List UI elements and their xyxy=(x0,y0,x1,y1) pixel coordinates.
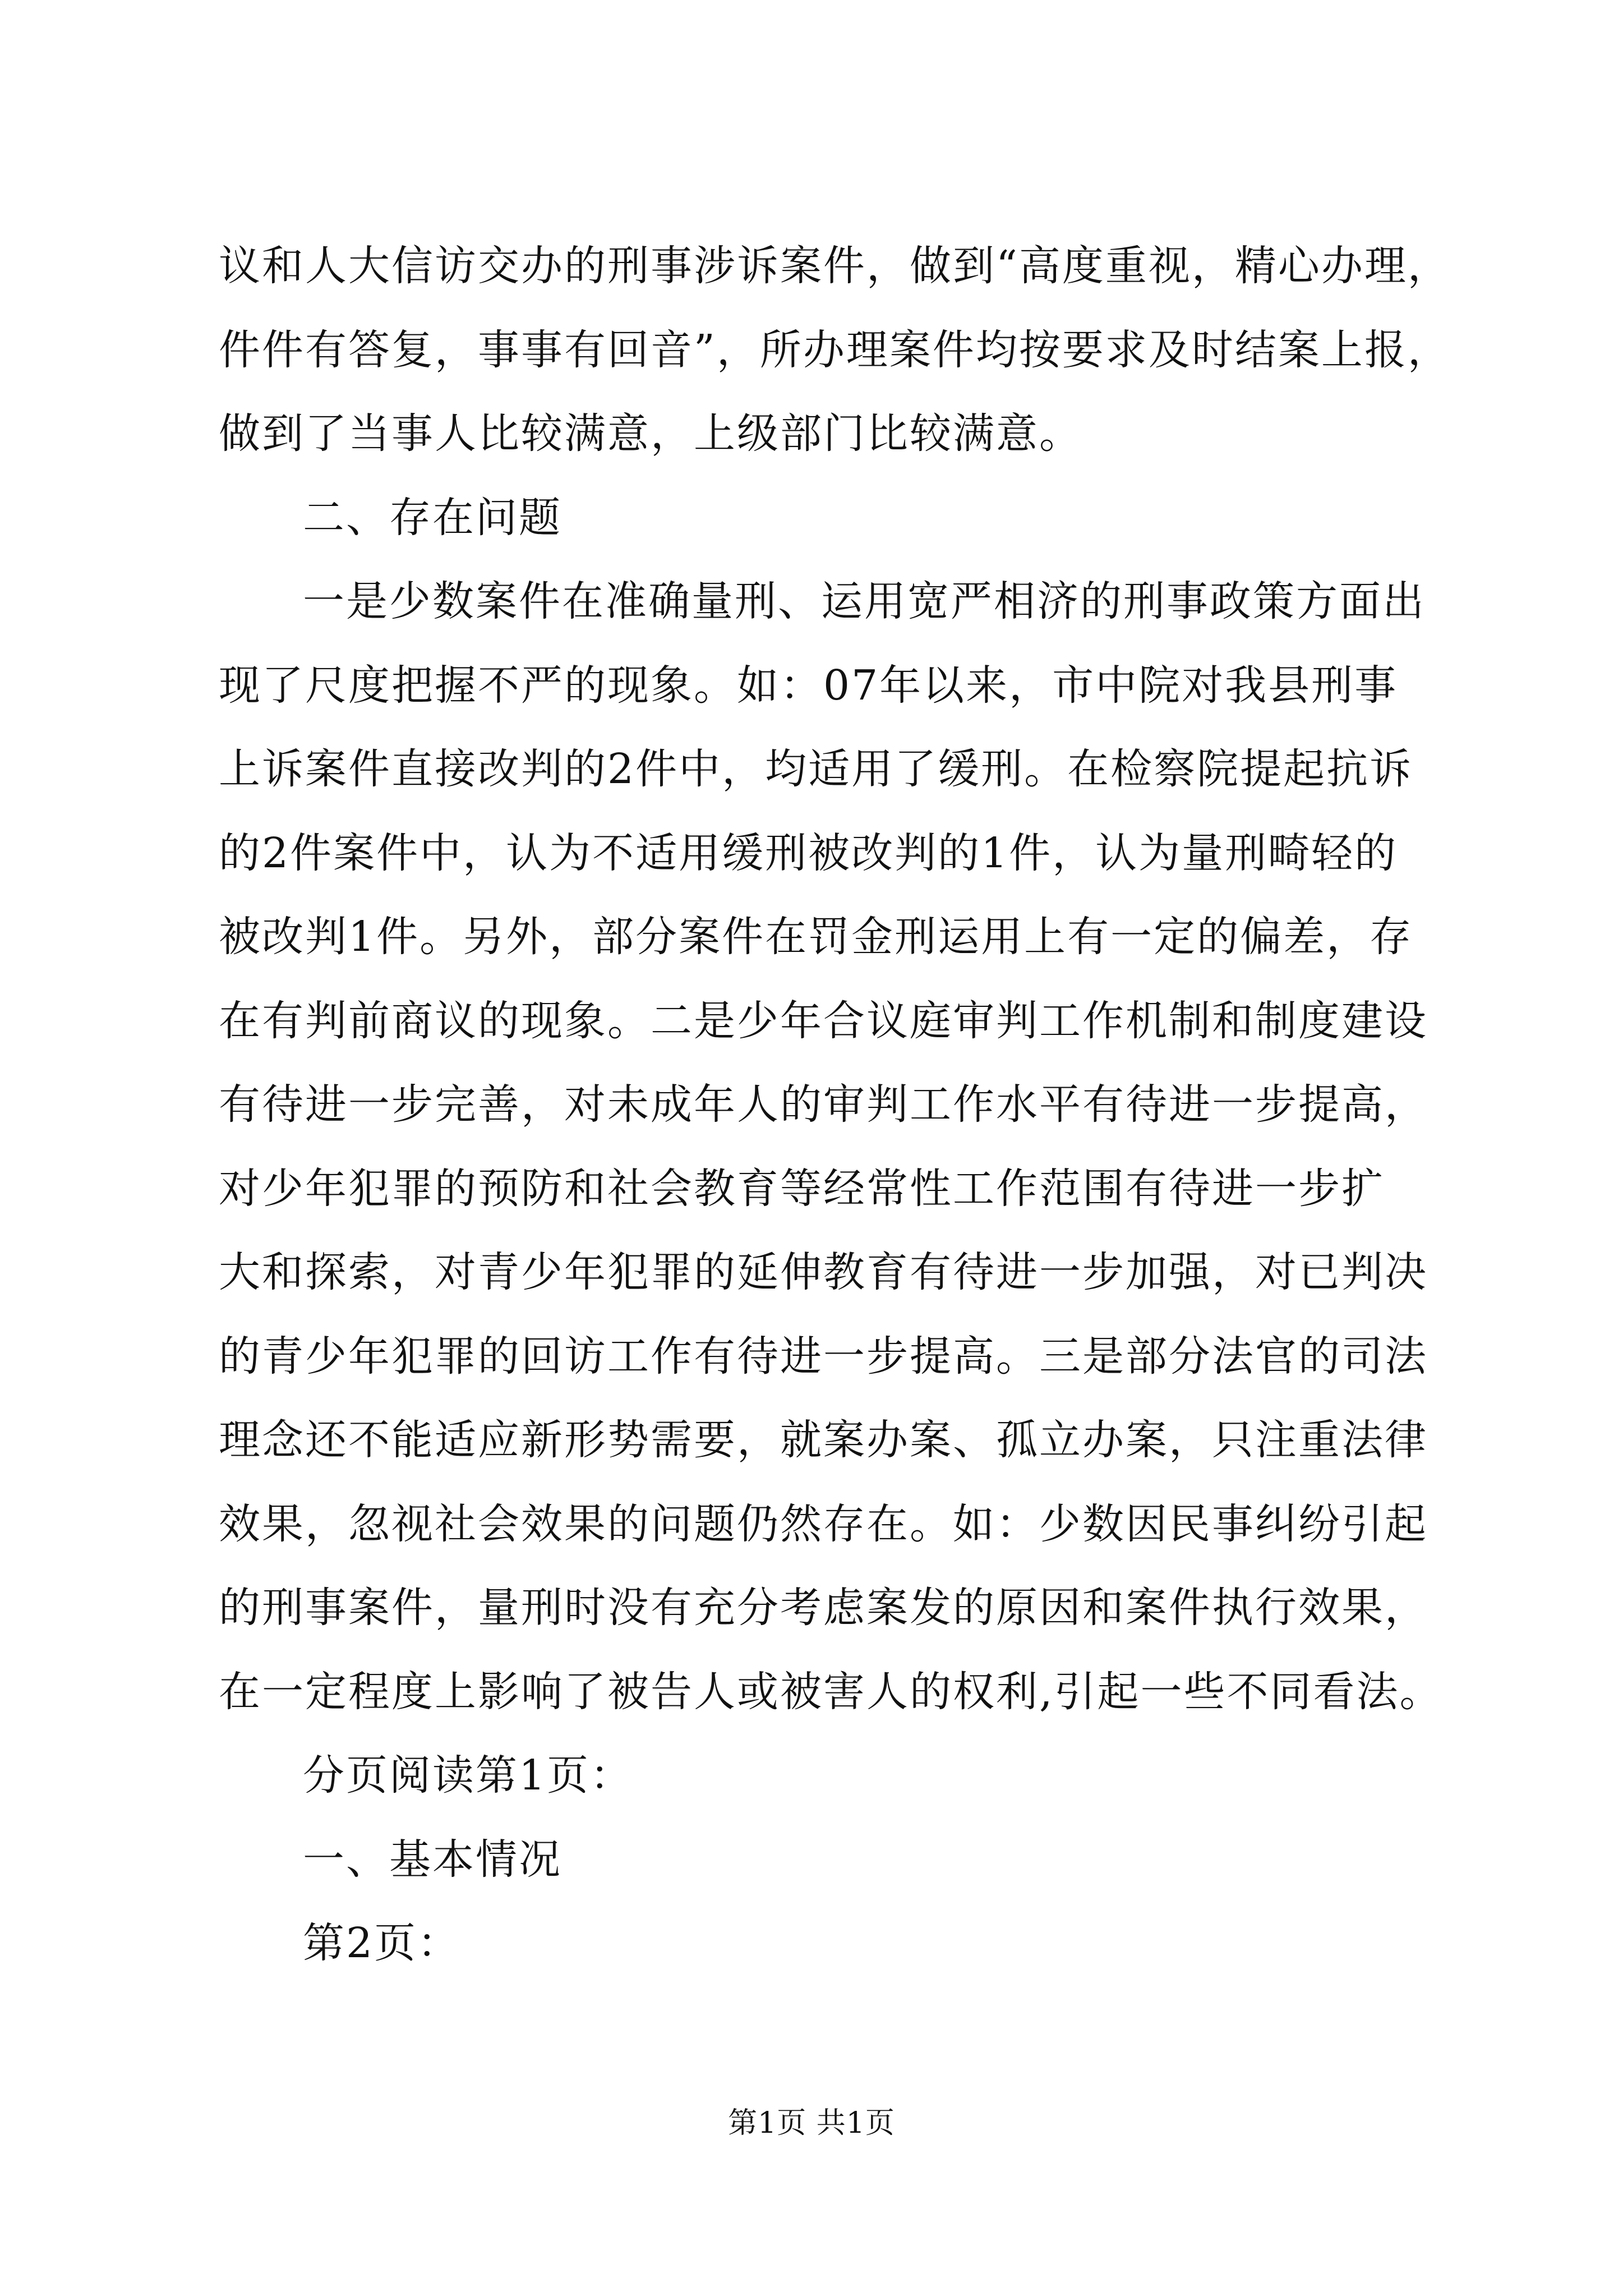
page-reference: 第2页： xyxy=(303,1919,461,1967)
body-line: 对少年犯罪的预防和社会教育等经常性工作范围有待进一步扩 xyxy=(219,1164,1385,1213)
body-line: 上诉案件直接改判的2件中，均适用了缓刑。在检察院提起抗诉 xyxy=(219,745,1413,793)
paragraph-start-line: 一是少数案件在准确量刑、运用宽严相济的刑事政策方面出 xyxy=(303,577,1426,625)
body-line: 做到了当事人比较满意，上级部门比较满意。 xyxy=(219,409,1082,458)
body-line: 理念还不能适应新形势需要，就案办案、孤立办案，只注重法律 xyxy=(219,1416,1428,1464)
page-footer: 第1页 共1页 xyxy=(728,2106,895,2140)
body-line: 在一定程度上影响了被告人或被害人的权利,引起一些不同看法。 xyxy=(219,1667,1443,1716)
body-line: 的2件案件中，认为不适用缓刑被改判的1件，认为量刑畸轻的 xyxy=(219,829,1398,877)
body-line: 现了尺度把握不严的现象。如：07年以来，市中院对我县刑事 xyxy=(219,661,1398,710)
section-heading: 一、基本情况 xyxy=(303,1835,562,1884)
body-line: 的青少年犯罪的回访工作有待进一步提高。三是部分法官的司法 xyxy=(219,1332,1428,1381)
section-heading: 二、存在问题 xyxy=(303,493,562,542)
pagination-heading: 分页阅读第1页： xyxy=(303,1751,634,1800)
body-line: 大和探索，对青少年犯罪的延伸教育有待进一步加强，对已判决 xyxy=(219,1248,1428,1296)
body-line: 有待进一步完善，对未成年人的审判工作水平有待进一步提高， xyxy=(219,1080,1428,1129)
body-line: 件件有答复，事事有回音”，所办理案件均按要求及时结案上报， xyxy=(219,325,1451,374)
body-line: 议和人大信访交办的刑事涉诉案件，做到“高度重视，精心办理， xyxy=(219,242,1451,290)
document-body xyxy=(219,224,1451,1986)
body-line: 效果，忽视社会效果的问题仍然存在。如：少数因民事纠纷引起 xyxy=(219,1499,1428,1548)
body-line: 被改判1件。另外，部分案件在罚金刑运用上有一定的偏差，存 xyxy=(219,913,1413,961)
body-line: 在有判前商议的现象。二是少年合议庭审判工作机制和制度建设 xyxy=(219,996,1428,1045)
body-line: 的刑事案件，量刑时没有充分考虑案发的原因和案件执行效果， xyxy=(219,1584,1428,1632)
